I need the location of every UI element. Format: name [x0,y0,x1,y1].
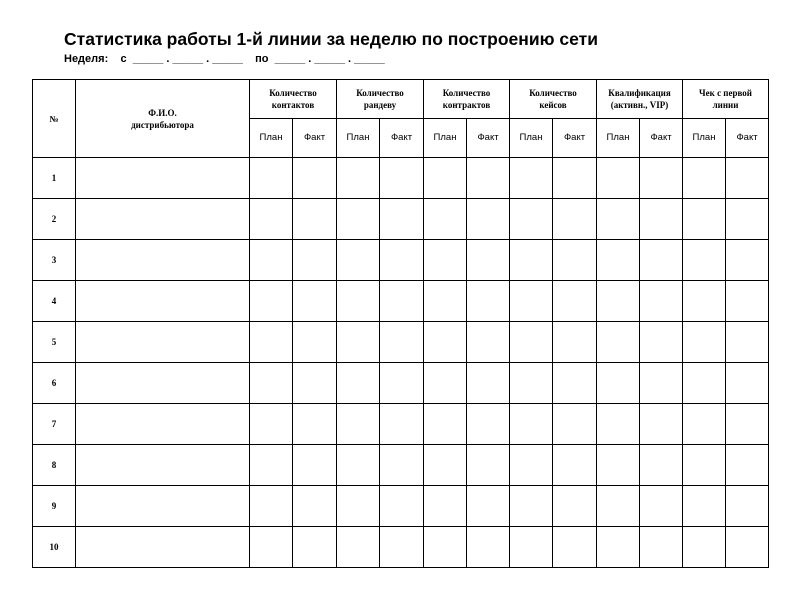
plan-cell[interactable] [250,281,293,322]
dot: . [308,53,312,65]
table-row [33,363,769,404]
fact-cell[interactable] [467,281,510,322]
plan-cell[interactable] [510,445,553,486]
plan-header: План [337,119,380,158]
fact-cell[interactable] [726,363,769,404]
table-row [33,240,769,281]
plan-cell[interactable] [337,486,380,527]
fact-cell[interactable] [726,199,769,240]
plan-cell[interactable] [337,199,380,240]
fact-cell[interactable] [553,486,597,527]
fact-cell[interactable] [293,199,337,240]
table-row [33,486,769,527]
row-number: 7 [33,404,76,445]
plan-cell[interactable] [250,445,293,486]
plan-cell[interactable] [510,240,553,281]
plan-cell[interactable] [250,199,293,240]
fact-cell[interactable] [293,240,337,281]
name-header-line1: Ф.И.О. [148,107,177,118]
to-label: по [255,53,269,65]
fact-cell[interactable] [293,363,337,404]
plan-cell[interactable] [424,486,467,527]
plan-cell[interactable] [597,199,640,240]
distributor-name-cell[interactable] [76,281,250,322]
statistics-table [32,79,769,568]
distributor-name-cell[interactable] [76,199,250,240]
row-number: 10 [33,527,76,568]
plan-cell[interactable] [683,363,726,404]
row-number: 4 [33,281,76,322]
table-row [33,404,769,445]
plan-cell[interactable] [337,363,380,404]
fact-cell[interactable] [553,404,597,445]
plan-cell[interactable] [597,404,640,445]
plan-cell[interactable] [510,527,553,568]
fact-header: Факт [553,119,597,158]
plan-cell[interactable] [424,445,467,486]
fact-cell[interactable] [553,445,597,486]
fact-cell[interactable] [380,240,424,281]
fact-cell[interactable] [640,404,683,445]
week-label: Неделя: [64,53,109,65]
group-header-line2: рандеву [363,100,397,110]
fact-header: Факт [640,119,683,158]
plan-cell[interactable] [597,322,640,363]
plan-cell[interactable] [510,158,553,199]
plan-cell[interactable] [683,527,726,568]
group-header-line2: линии [712,100,739,110]
plan-cell[interactable] [683,240,726,281]
to-year-blank[interactable]: _____ [354,53,385,65]
plan-cell[interactable] [337,404,380,445]
plan-cell[interactable] [250,158,293,199]
plan-cell[interactable] [597,445,640,486]
fact-cell[interactable] [553,363,597,404]
group-header [250,80,337,119]
distributor-name-cell[interactable] [76,322,250,363]
group-header-line1: Квалификация [608,88,671,98]
group-header-line2: (активн., VIP) [610,100,669,110]
table-row [33,445,769,486]
group-header-line1: Количество [442,88,491,98]
row-number: 1 [33,158,76,199]
week-range [64,53,385,65]
fact-cell[interactable] [467,445,510,486]
plan-cell[interactable] [337,527,380,568]
plan-header: План [683,119,726,158]
row-number: 6 [33,363,76,404]
table-row [33,527,769,568]
dot: . [166,53,170,65]
fact-cell[interactable] [726,404,769,445]
group-header-line1: Количество [269,88,317,98]
group-header-line1: Количество [356,88,404,98]
plan-cell[interactable] [250,527,293,568]
plan-cell[interactable] [683,322,726,363]
plan-cell[interactable] [337,281,380,322]
plan-cell[interactable] [424,281,467,322]
plan-cell[interactable] [597,527,640,568]
plan-cell[interactable] [424,363,467,404]
fact-cell[interactable] [640,527,683,568]
table-row [33,322,769,363]
fact-cell[interactable] [467,240,510,281]
group-header [424,80,510,119]
dot: . [206,53,210,65]
distributor-name-cell[interactable] [76,240,250,281]
from-year-blank[interactable]: _____ [212,53,243,65]
fact-cell[interactable] [380,281,424,322]
plan-cell[interactable] [683,486,726,527]
fact-cell[interactable] [293,445,337,486]
fact-cell[interactable] [553,158,597,199]
fact-cell[interactable] [640,199,683,240]
fact-header: Факт [380,119,424,158]
plan-cell[interactable] [510,363,553,404]
plan-cell[interactable] [250,404,293,445]
fact-cell[interactable] [726,527,769,568]
row-number: 5 [33,322,76,363]
fact-cell[interactable] [553,527,597,568]
fact-cell[interactable] [553,199,597,240]
plan-cell[interactable] [337,322,380,363]
fact-cell[interactable] [380,527,424,568]
fact-cell[interactable] [467,527,510,568]
from-day-blank[interactable]: _____ [132,53,164,65]
fact-header: Факт [467,119,510,158]
plan-cell[interactable] [424,158,467,199]
plan-cell[interactable] [337,445,380,486]
fact-cell[interactable] [640,240,683,281]
plan-cell[interactable] [597,363,640,404]
fact-cell[interactable] [553,240,597,281]
group-header-line1: Количество [529,88,577,98]
fact-cell[interactable] [380,404,424,445]
fact-cell[interactable] [380,158,424,199]
number-column-header: № [33,80,76,158]
plan-cell[interactable] [337,240,380,281]
fact-cell[interactable] [640,281,683,322]
group-header [597,80,683,119]
fact-cell[interactable] [553,281,597,322]
fact-cell[interactable] [640,363,683,404]
fact-cell[interactable] [293,322,337,363]
from-month-blank[interactable]: _____ [172,53,204,65]
fact-cell[interactable] [380,322,424,363]
fact-cell[interactable] [467,486,510,527]
row-number: 9 [33,486,76,527]
fact-cell[interactable] [640,322,683,363]
fact-cell[interactable] [467,322,510,363]
fact-cell[interactable] [467,363,510,404]
fact-cell[interactable] [726,322,769,363]
plan-cell[interactable] [683,158,726,199]
fact-cell[interactable] [726,240,769,281]
plan-cell[interactable] [597,486,640,527]
plan-cell[interactable] [510,486,553,527]
fact-header: Факт [726,119,769,158]
plan-cell[interactable] [424,199,467,240]
page-title: Статистика работы 1-й линии за неделю по построению сети [64,29,598,49]
fact-cell[interactable] [553,322,597,363]
plan-cell[interactable] [424,527,467,568]
fact-cell[interactable] [726,281,769,322]
row-number: 2 [33,199,76,240]
plan-cell[interactable] [424,322,467,363]
plan-cell[interactable] [597,281,640,322]
fact-cell[interactable] [726,158,769,199]
plan-header: План [424,119,467,158]
plan-cell[interactable] [510,404,553,445]
fact-cell[interactable] [380,445,424,486]
plan-cell[interactable] [597,240,640,281]
fact-cell[interactable] [640,486,683,527]
fact-cell[interactable] [293,404,337,445]
fact-header: Факт [293,119,337,158]
plan-cell[interactable] [424,404,467,445]
fact-cell[interactable] [467,158,510,199]
row-number: 3 [33,240,76,281]
plan-cell[interactable] [597,158,640,199]
row-number: 8 [33,445,76,486]
fact-cell[interactable] [640,445,683,486]
distributor-name-cell[interactable] [76,445,250,486]
fact-cell[interactable] [380,486,424,527]
to-day-blank[interactable]: _____ [274,53,306,65]
to-month-blank[interactable]: _____ [314,53,345,65]
fact-cell[interactable] [726,445,769,486]
group-header-line2: контрактов [442,100,491,110]
plan-cell[interactable] [337,158,380,199]
fact-cell[interactable] [380,363,424,404]
group-header [337,80,424,119]
fact-cell[interactable] [467,199,510,240]
table-row [33,158,769,199]
fact-cell[interactable] [467,404,510,445]
plan-header: План [250,119,293,158]
group-header-line2: кейсов [539,100,567,110]
distributor-name-cell[interactable] [76,158,250,199]
plan-cell[interactable] [510,322,553,363]
distributor-name-cell[interactable] [76,486,250,527]
group-header-line2: контактов [271,100,315,110]
plan-cell[interactable] [250,240,293,281]
fact-cell[interactable] [293,281,337,322]
plan-cell[interactable] [683,281,726,322]
plan-header: План [597,119,640,158]
plan-cell[interactable] [250,486,293,527]
group-header [510,80,597,119]
fact-cell[interactable] [726,486,769,527]
name-header-line2: дистрибьютора [131,119,194,130]
plan-cell[interactable] [510,281,553,322]
fact-cell[interactable] [293,486,337,527]
plan-cell[interactable] [683,404,726,445]
plan-cell[interactable] [510,199,553,240]
table-row [33,199,769,240]
group-header-line1: Чек с первой [699,88,752,98]
dot: . [348,53,352,65]
fact-cell[interactable] [293,527,337,568]
from-label: с [120,53,127,65]
distributor-name-cell[interactable] [76,527,250,568]
table-row [33,281,769,322]
plan-cell[interactable] [683,445,726,486]
distributor-name-cell[interactable] [76,363,250,404]
fact-cell[interactable] [640,158,683,199]
distributor-name-cell[interactable] [76,404,250,445]
plan-header: План [510,119,553,158]
name-column-header [76,80,250,158]
fact-cell[interactable] [380,199,424,240]
group-header [683,80,769,119]
fact-cell[interactable] [293,158,337,199]
plan-cell[interactable] [683,199,726,240]
plan-cell[interactable] [424,240,467,281]
plan-cell[interactable] [250,322,293,363]
plan-cell[interactable] [250,363,293,404]
